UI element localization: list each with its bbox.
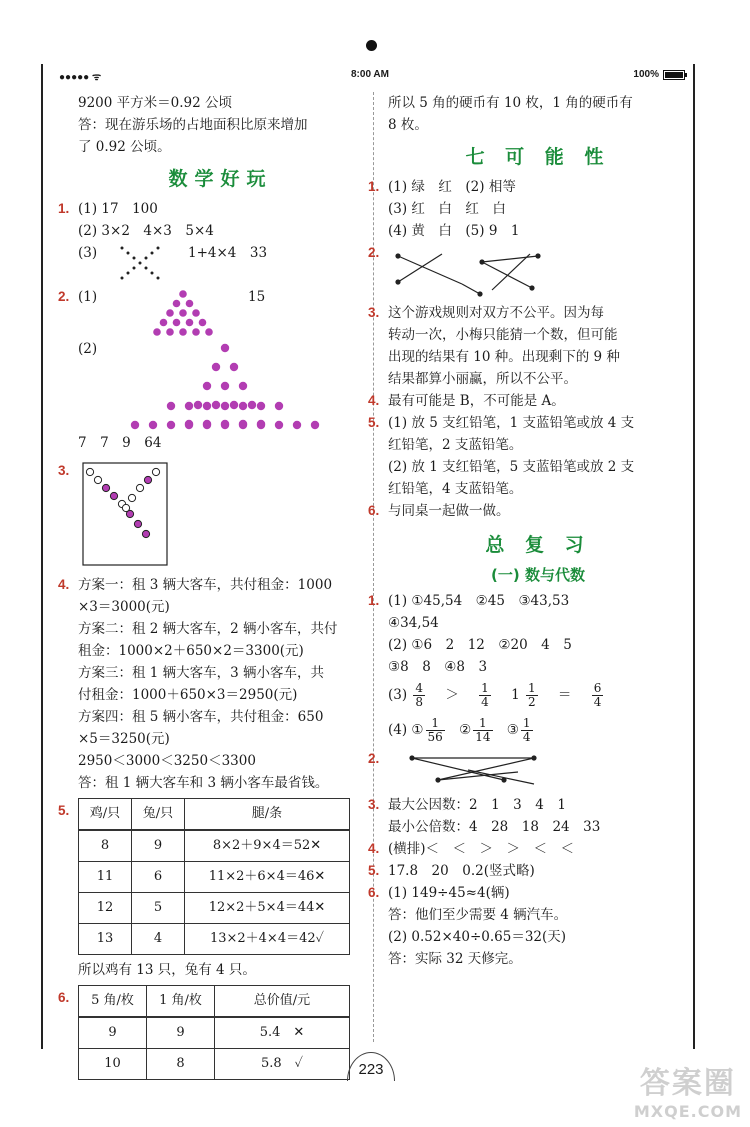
dot-mark	[230, 401, 238, 409]
dot-mark	[194, 401, 202, 409]
matching-lines-2	[408, 750, 538, 790]
dot-cross-figure	[116, 244, 166, 286]
dot-mark	[185, 421, 193, 429]
dot-mark	[192, 309, 200, 317]
dot-mark	[257, 421, 265, 429]
battery-percent: 100%	[633, 69, 659, 80]
fraction-compare: (3) $\frac{4}{8}$ ＞ $\frac{1}{4}$ 1 $\frac{1}{2}$ ＝ $\frac{6}{4}$	[388, 681, 602, 709]
dot-v-figure	[82, 462, 168, 566]
right-column	[368, 92, 688, 970]
question-6: 6. 与同桌一起做一做。	[368, 503, 510, 519]
dot-mark	[275, 402, 283, 410]
dot-mark	[144, 476, 151, 483]
table-row: 11 6 11×2＋6×4＝46✕	[79, 862, 350, 893]
question-2-part2: (2)	[78, 338, 363, 432]
dot-mark	[149, 421, 157, 429]
question-1: 1. (1) 17 100	[58, 201, 158, 217]
table-row: 13 4 13×2＋4×4＝42✓	[79, 924, 350, 955]
dot-mark	[185, 402, 193, 410]
dot-mark	[186, 319, 194, 327]
dot-mark	[153, 328, 161, 336]
dot-mark	[203, 421, 211, 429]
review-question-1: 1. (1) ①45,54 ②45 ③43,53 ④34,54 (2) ①6 2 12 ②20 4 5 ③8 8 ④8 3 (3) $\frac{4}{8}$ ＞ $\frac{1}{4}$ 1 $\frac{1}{2}$ ＝ $\frac{6}{4}$ (4) ① $\frac{1}{56}$ ② $\frac{1}{14}$ ③ $\frac{1}{4}$	[388, 590, 688, 748]
battery-icon	[663, 70, 685, 80]
dot-mark	[179, 290, 187, 298]
intro-line: 了 0.92 公顷。	[78, 139, 171, 155]
intro-line: 所以 5 角的硬币有 10 枚，1 角的硬币有	[388, 95, 633, 111]
dot-mark	[221, 402, 229, 410]
review-question-6: 6. (1) 149÷45≈4(辆) 答：他们至少需要 4 辆汽车。 (2) 0.52×40÷0.65＝32(天) 答：实际 32 天修完。	[368, 885, 568, 967]
question-1: 1. (1) 绿 红 (2) 相等 (3) 红 白 红 白 (4) 黄 白 (5) 9 1	[368, 179, 520, 239]
watermark-logo: 答案圈 MXQE.COM	[633, 1066, 742, 1121]
dot-mark	[110, 492, 117, 499]
review-question-3: 3. 最大公因数：2 1 3 4 1 最小公倍数：4 28 18 24 33	[368, 797, 601, 835]
dot-mark	[311, 421, 319, 429]
dot-mark	[173, 300, 181, 308]
matching-lines	[392, 248, 542, 298]
review-question-5: 5. 17.8 20 0.2(竖式略)	[368, 863, 535, 879]
question-3: 3.	[78, 460, 363, 572]
battery-status	[633, 69, 685, 80]
dot-mark	[166, 309, 174, 317]
status-bar	[41, 66, 693, 84]
page-number: 223	[347, 1052, 395, 1081]
left-column	[58, 92, 363, 1084]
dot-mark	[230, 363, 238, 371]
question-2: 2. (1) 15	[78, 286, 363, 338]
dot-mark	[128, 494, 135, 501]
table-row: 12 5 12×2＋5×4＝44✕	[79, 893, 350, 924]
intro-line: 答：现在游乐场的占地面积比原来增加	[78, 117, 308, 133]
dot-mark	[142, 530, 149, 537]
dot-mark	[257, 402, 265, 410]
dot-mark	[94, 476, 101, 483]
dot-mark	[186, 300, 194, 308]
section-title: 七 可 能 性	[465, 146, 611, 168]
table-row: 8 9 8×2＋9×4＝52✕	[79, 830, 350, 862]
question-5: 5. 鸡/只 兔/只 腿/条 8 9 8×2＋9×4＝52✕ 11 6 11×2＋6×4＝46✕ 12 5 12×2＋5×4＝44✕ 13 4 13×2＋4×4＝42✓ 所以鸡有 13 只，兔有 4 只。	[78, 798, 363, 981]
dot-mark	[179, 328, 187, 336]
dot-mark	[212, 401, 220, 409]
dot-mark	[131, 421, 139, 429]
dot-triangle-small	[118, 288, 248, 336]
dot-mark	[248, 401, 256, 409]
dot-mark	[275, 421, 283, 429]
dot-mark	[212, 363, 220, 371]
coin-table: 5 角/枚 1 角/枚 总价值/元 9 9 5.4 ✕ 10 8 5.8 ✓	[78, 985, 350, 1080]
dot-mark	[205, 328, 213, 336]
dot-mark	[203, 402, 211, 410]
dot-mark	[239, 382, 247, 390]
dot-mark	[152, 468, 159, 475]
dot-mark	[239, 421, 247, 429]
dot-mark	[102, 484, 109, 491]
dot-mark	[239, 402, 247, 410]
dot-mark	[199, 319, 207, 327]
dot-mark	[173, 319, 181, 327]
question-6: 6. 5 角/枚 1 角/枚 总价值/元 9 9 5.4 ✕ 10 8 5.8 ✓	[78, 985, 363, 1080]
conclusion: 所以鸡有 13 只，兔有 4 只。	[78, 962, 256, 978]
question-4: 4. 方案一：租 3 辆大客车，共付租金：1000 ×3＝3000(元) 方案二：租 2 辆大客车，2 辆小客车，共付 租金：1000×2＋650×2＝3300(元) 方案三：租 1 辆大客车，3 辆小客车，共 付租金：1000＋650×3＝2950(元) 方案四：租 5 辆小客车，共付租金：650 ×5＝3250(元) 2950＜3000＜3250＜3300 答：租 1 辆大客车和 3 辆小客车最省钱。	[58, 577, 338, 791]
review-title: 总 复 习	[485, 534, 591, 556]
camera-dot	[366, 40, 377, 51]
dot-triangle-large	[118, 342, 333, 432]
question-5: 5. (1) 放 5 支红铅笔，1 支蓝铅笔或放 4 支 红铅笔，2 支蓝铅笔。 (2) 放 1 支红铅笔，5 支蓝铅笔或放 2 支 红铅笔，4 支蓝铅笔。	[368, 415, 635, 497]
signal-icon: ●●●●● ᯤ	[59, 72, 102, 83]
answer-line: 7 7 9 64	[78, 435, 162, 451]
dot-mark	[221, 344, 229, 352]
answer-line: (2) 3×2 4×3 5×4	[78, 223, 214, 239]
review-question-4: 4. (横排)＜ ＜ ＞ ＞ ＜ ＜	[368, 841, 575, 857]
dot-mark	[166, 328, 174, 336]
fraction-answers: (4) ① $\frac{1}{56}$ ② $\frac{1}{14}$ ③ $\frac{1}{4}$	[388, 716, 531, 744]
dot-mark	[134, 520, 141, 527]
status-time: 8:00 AM	[351, 69, 389, 80]
section-title: 数学好玩	[168, 168, 273, 190]
chicken-rabbit-table: 鸡/只 兔/只 腿/条 8 9 8×2＋9×4＝52✕ 11 6 11×2＋6×4＝46✕ 12 5 12×2＋5×4＝44✕ 13 4 13×2＋4×4＝42✓	[78, 798, 350, 955]
table-row: 9 9 5.4 ✕	[79, 1017, 350, 1049]
question-2: 2.	[388, 242, 688, 302]
dot-mark	[167, 421, 175, 429]
dot-mark	[221, 421, 229, 429]
question-3: 3. 这个游戏规则对双方不公平。因为每 转动一次，小梅只能猜一个数，但可能 出现的结果有 10 种。出现剩下的 9 种 结果都算小丽赢，所以不公平。	[368, 305, 620, 387]
dot-mark	[86, 468, 93, 475]
dot-mark	[167, 402, 175, 410]
dot-mark	[136, 484, 143, 491]
dot-mark	[203, 382, 211, 390]
review-question-2: 2.	[388, 748, 688, 794]
dot-mark	[160, 319, 168, 327]
dot-mark	[192, 328, 200, 336]
question-4: 4. 最有可能是 B，不可能是 A。	[368, 393, 565, 409]
review-subtitle: (一) 数与代数	[491, 566, 585, 584]
dot-mark	[293, 421, 301, 429]
q1-part3: (3) 1+4×4 33	[78, 242, 363, 286]
intro-line: 8 枚。	[388, 117, 428, 133]
dot-mark	[122, 504, 129, 511]
dot-mark	[179, 309, 187, 317]
dot-mark	[221, 382, 229, 390]
table-row: 10 8 5.8 ✓	[79, 1049, 350, 1080]
intro-line: 9200 平方米＝0.92 公顷	[78, 95, 232, 111]
